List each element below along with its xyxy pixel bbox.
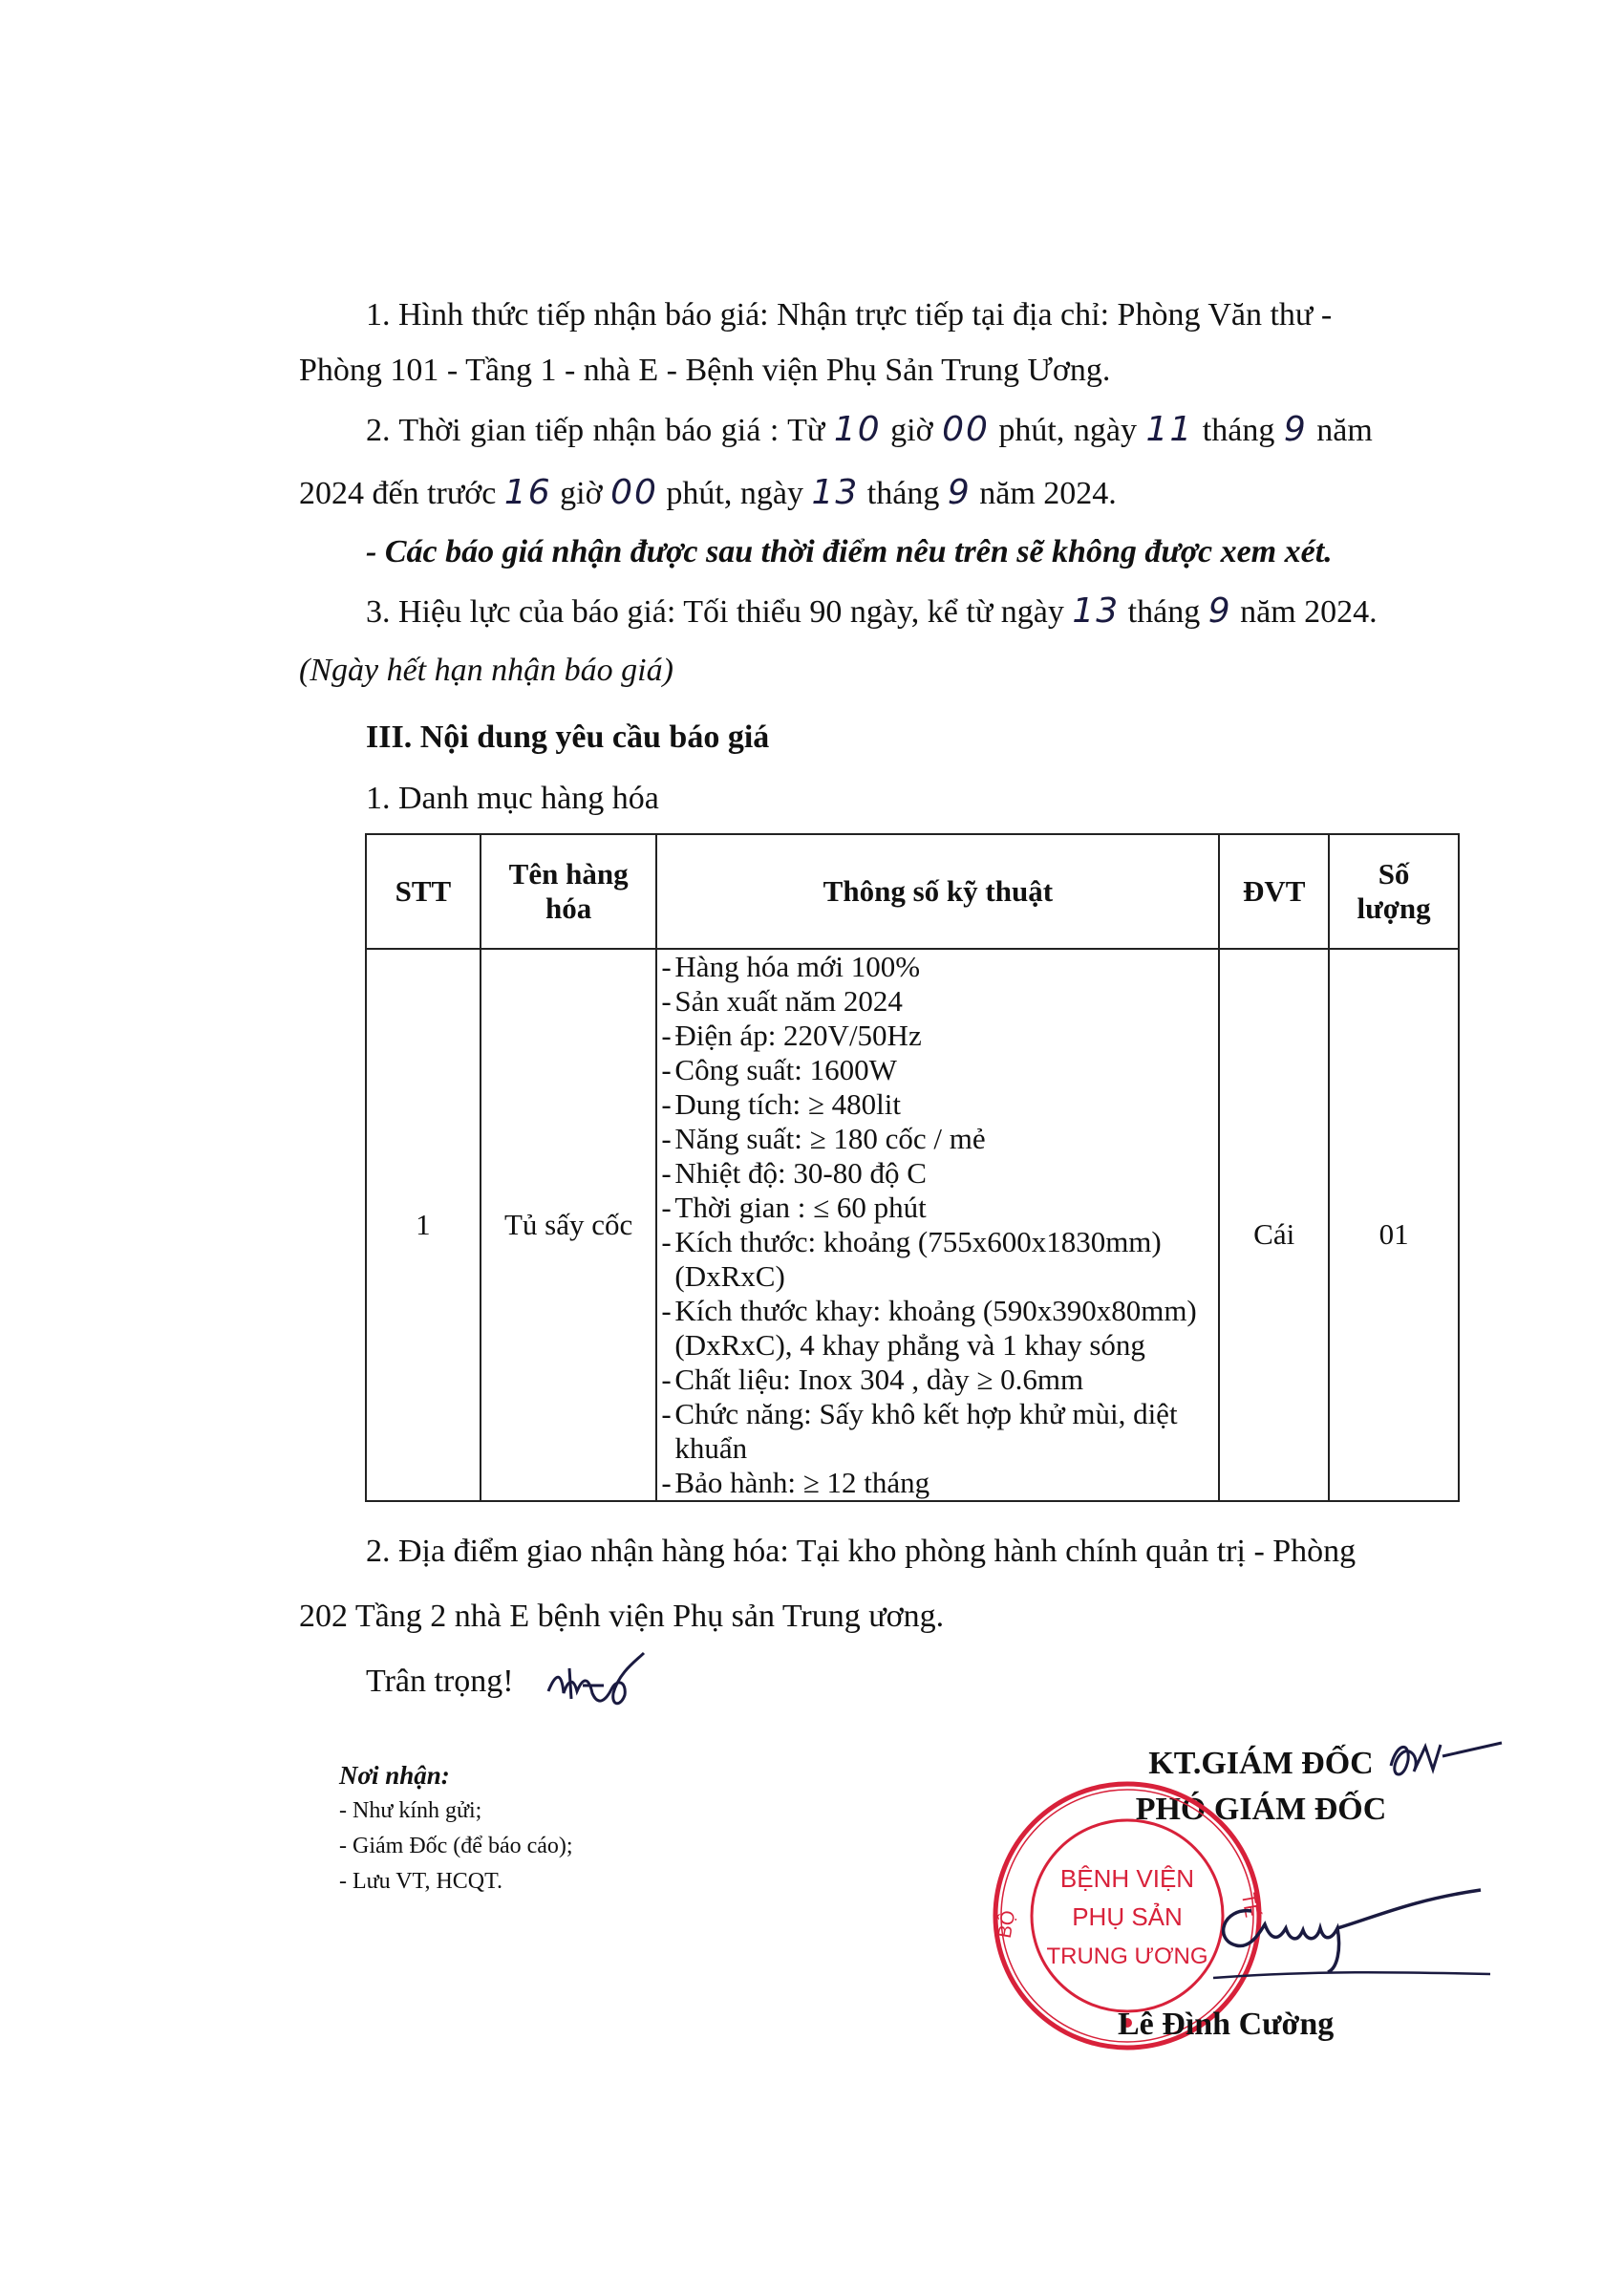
header-unit: ĐVT <box>1219 834 1329 949</box>
header-stt: STT <box>366 834 481 949</box>
text: giờ <box>551 476 611 511</box>
cell-name: Tủ sấy cốc <box>481 949 657 1501</box>
table-header-row <box>366 834 1459 949</box>
note-late-quotes: - Các báo giá nhận được sau thời điểm nêu trên sẽ không được xem xét. <box>366 534 1333 569</box>
recipient-item: - Lưu VT, HCQT. <box>339 1869 502 1894</box>
text: năm <box>1307 413 1373 448</box>
handwritten-hour: 10 <box>833 410 882 449</box>
stamp-text-line1: BỆNH VIỆN <box>1059 1864 1195 1893</box>
title-initials <box>1383 1728 1507 1794</box>
section-heading: III. Nội dung yêu cầu báo giá <box>366 719 770 755</box>
header-qty-line2: lượng <box>1357 891 1431 925</box>
text: 3. Hiệu lực của báo giá: Tối thiểu 90 ngày, kể từ ngày <box>366 594 1073 630</box>
para-delivery-line2: 202 Tầng 2 nhà E bệnh viện Phụ sản Trung ương. <box>299 1599 945 1634</box>
handwritten-day: 11 <box>1145 410 1194 449</box>
text: năm 2024. <box>971 476 1117 511</box>
text: 2024 đến trước <box>299 476 504 511</box>
header-qty <box>1329 834 1459 949</box>
recipient-item: - Giám Đốc (để báo cáo); <box>339 1834 573 1858</box>
para-receive-method-line1: 1. Hình thức tiếp nhận báo giá: Nhận trực tiếp tại địa chỉ: Phòng Văn thư - <box>366 297 1333 333</box>
para-validity-line1 <box>366 581 1378 643</box>
text: tháng <box>859 476 948 511</box>
recipients-block <box>339 1758 573 1900</box>
spec-item: - Kích thước: khoảng (755x600x1830mm) (DxRxC) <box>674 1225 1214 1294</box>
header-spec: Thông số kỹ thuật <box>656 834 1219 949</box>
initials-signature <box>545 1643 650 1720</box>
closing-text: Trân trọng! <box>366 1664 514 1699</box>
text: 2. Thời gian tiếp nhận báo giá : Từ <box>366 413 834 448</box>
handwritten-day: 13 <box>811 473 860 512</box>
recipients-title: Nơi nhận: <box>339 1761 450 1790</box>
spec-item: - Chất liệu: Inox 304 , dày ≥ 0.6mm <box>674 1363 1214 1397</box>
handwritten-minute: 00 <box>942 410 990 449</box>
recipient-item: - Như kính gửi; <box>339 1798 482 1823</box>
cell-qty: 01 <box>1329 949 1459 1501</box>
text: phút, ngày <box>657 476 812 511</box>
para-delivery-line1: 2. Địa điểm giao nhận hàng hóa: Tại kho phòng hành chính quản trị - Phòng <box>366 1534 1357 1569</box>
para-receive-time-line1 <box>366 399 1373 462</box>
spec-item: - Sản xuất năm 2024 <box>674 984 1214 1019</box>
signer-name: Lê Đình Cường <box>1118 2007 1335 2042</box>
handwritten-signature <box>1194 1873 1509 2007</box>
goods-table <box>365 833 1460 1502</box>
para-receive-method-line2: Phòng 101 - Tầng 1 - nhà E - Bệnh viện Phụ Sản Trung Ương. <box>299 353 1111 388</box>
spec-item: - Bảo hành: ≥ 12 tháng <box>674 1466 1214 1500</box>
spec-item: - Kích thước khay: khoảng (590x390x80mm) (DxRxC), 4 khay phẳng và 1 khay sóng <box>674 1294 1214 1363</box>
handwritten-hour: 16 <box>503 473 552 512</box>
handwritten-minute: 00 <box>610 473 658 512</box>
signature-title-line1: KT.GIÁM ĐỐC <box>1148 1746 1374 1781</box>
header-name <box>481 834 657 949</box>
text: tháng <box>1120 594 1208 630</box>
spec-item: - Thời gian : ≤ 60 phút <box>674 1191 1214 1225</box>
spec-item: - Chức năng: Sấy khô kết hợp khử mùi, diệt khuẩn <box>674 1397 1214 1466</box>
signature-title-line2: PHÓ GIÁM ĐỐC <box>1135 1792 1387 1827</box>
stamp-text-line3: TRUNG ƯƠNG <box>1046 1943 1208 1969</box>
text: năm 2024. <box>1231 594 1378 630</box>
spec-item: - Năng suất: ≥ 180 cốc / mẻ <box>674 1122 1214 1156</box>
sub-heading-goods-list: 1. Danh mục hàng hóa <box>366 781 659 816</box>
header-name-line1: Tên hàng <box>508 857 629 891</box>
stamp-side-left: BỘ <box>994 1908 1020 1941</box>
text: giờ <box>881 413 943 448</box>
header-name-line2: hóa <box>545 891 592 925</box>
cell-stt: 1 <box>366 949 481 1501</box>
table-row <box>366 949 1459 1501</box>
cell-unit: Cái <box>1219 949 1329 1501</box>
para-receive-time-line2 <box>299 462 1117 525</box>
spec-item: - Dung tích: ≥ 480lit <box>674 1087 1214 1122</box>
text: tháng <box>1193 413 1284 448</box>
handwritten-month: 9 <box>947 473 972 512</box>
cell-specs <box>656 949 1219 1501</box>
header-qty-line1: Số <box>1378 857 1410 891</box>
spec-item: - Hàng hóa mới 100% <box>674 950 1214 984</box>
handwritten-day: 13 <box>1072 591 1121 631</box>
handwritten-month: 9 <box>1207 591 1232 631</box>
spec-item: - Điện áp: 220V/50Hz <box>674 1019 1214 1053</box>
spec-item: - Công suất: 1600W <box>674 1053 1214 1087</box>
stamp-side-right: TẾ <box>1236 1891 1262 1920</box>
para-validity-line2: (Ngày hết hạn nhận báo giá) <box>299 653 673 688</box>
handwritten-month: 9 <box>1283 410 1308 449</box>
spec-item: - Nhiệt độ: 30-80 độ C <box>674 1156 1214 1191</box>
stamp-text-line2: PHỤ SẢN <box>1072 1902 1183 1931</box>
text: phút, ngày <box>989 413 1146 448</box>
